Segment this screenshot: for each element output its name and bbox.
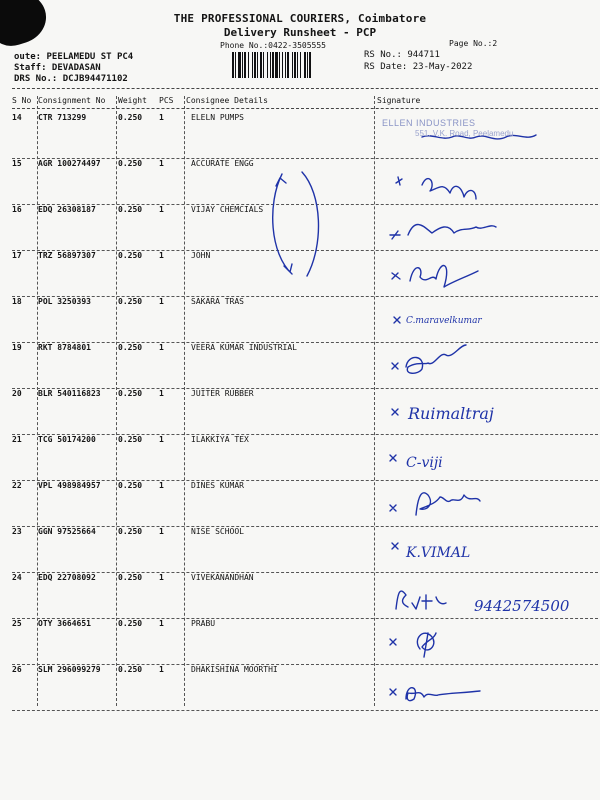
row-weight: 0.250 [118, 481, 143, 490]
barcode-bar [311, 52, 312, 78]
page-number: Page No.:2 [449, 39, 498, 48]
barcode [232, 52, 350, 78]
runsheet-subtitle: Delivery Runsheet - PCP [223, 26, 377, 39]
row-sno: 16 [12, 205, 22, 214]
row-pcs: 1 [159, 113, 164, 122]
handwritten-signature [382, 623, 596, 661]
row-sno: 20 [12, 389, 22, 398]
company-title: THE PROFESSIONAL COURIERS, Coimbatore [173, 12, 427, 25]
col-signature: Signature [377, 96, 421, 105]
row-pcs: 1 [159, 573, 164, 582]
row-weight: 0.250 [118, 435, 143, 444]
row-weight: 0.250 [118, 113, 143, 122]
row-pcs: 1 [159, 619, 164, 628]
table-row [12, 343, 598, 389]
row-sno: 18 [12, 297, 22, 306]
row-consignee: JUITER RUBBER [191, 389, 254, 398]
row-weight: 0.250 [118, 343, 143, 352]
handwritten-bracket [262, 164, 332, 284]
handwritten-signature [382, 439, 596, 477]
table-row [12, 527, 598, 573]
row-pcs: 1 [159, 251, 164, 260]
handwritten-signature [382, 393, 596, 431]
company-stamp-address: 551, V.K. Road, Peelamedu [415, 129, 514, 138]
row-consignee: DINES KUMAR [191, 481, 244, 490]
handwritten-signature [382, 301, 596, 339]
row-weight: 0.250 [118, 665, 143, 674]
table-row [12, 389, 598, 435]
row-consignment-no: AGR 100274497 [38, 159, 101, 168]
row-pcs: 1 [159, 205, 164, 214]
company-stamp: ELLEN INDUSTRIES [382, 118, 476, 128]
sig-18-text: C.maravelkumar [406, 316, 482, 326]
handwritten-signature [382, 485, 596, 523]
row-weight: 0.250 [118, 251, 143, 260]
row-consignment-no: BLR 540116823 [38, 389, 101, 398]
col-consignee: Consignee Details [186, 96, 268, 105]
row-pcs: 1 [159, 297, 164, 306]
row-sno: 15 [12, 159, 22, 168]
sig-23-text: K.VIMAL [406, 545, 471, 561]
row-weight: 0.250 [118, 527, 143, 536]
row-consignment-no: CTR 713299 [38, 113, 87, 122]
handwritten-signature [382, 163, 596, 201]
row-consignment-no: EDQ 22708092 [38, 573, 96, 582]
handwritten-signature [382, 577, 596, 615]
row-consignment-no: EDQ 26308187 [38, 205, 96, 214]
row-divider [12, 710, 598, 711]
sig-21-text: C-viji [406, 455, 443, 471]
row-pcs: 1 [159, 435, 164, 444]
header-divider [12, 88, 598, 89]
row-sno: 22 [12, 481, 22, 490]
table-row [12, 481, 598, 527]
row-consignment-no: VPL 498984957 [38, 481, 101, 490]
sig-20-text: Ruimaltraj [408, 404, 494, 423]
row-sno: 19 [12, 343, 22, 352]
staff-label: Staff: DEVADASAN [14, 63, 101, 73]
row-consignment-no: OTY 3664651 [38, 619, 91, 628]
row-weight: 0.250 [118, 205, 143, 214]
row-consignee: NISE SCHOOL [191, 527, 244, 536]
row-consignee: ELELN PUMPS [191, 113, 244, 122]
table-row [12, 573, 598, 619]
col-weight: Weight [118, 96, 147, 105]
route-label: oute: PEELAMEDU ST PC4 [14, 52, 134, 62]
table-row [12, 665, 598, 711]
row-pcs: 1 [159, 343, 164, 352]
row-pcs: 1 [159, 481, 164, 490]
row-weight: 0.250 [118, 619, 143, 628]
row-consignment-no: POL 3250393 [38, 297, 91, 306]
row-sno: 25 [12, 619, 22, 628]
column-header-divider [12, 108, 598, 109]
rs-number: RS No.: 944711 [364, 50, 440, 60]
row-consignee: SAKARA TRAS [191, 297, 244, 306]
col-sno: S No [12, 96, 32, 105]
handwritten-signature [382, 347, 596, 385]
row-sno: 23 [12, 527, 22, 536]
phone-number: Phone No.:0422-3505555 [220, 41, 326, 50]
row-sno: 14 [12, 113, 22, 122]
row-consignment-no: GGN 97525664 [38, 527, 96, 536]
table-row [12, 619, 598, 665]
row-sno: 21 [12, 435, 22, 444]
row-consignment-no: TCG 50174200 [38, 435, 96, 444]
row-weight: 0.250 [118, 389, 143, 398]
sig-24-phone: 9442574500 [474, 597, 570, 615]
row-sno: 17 [12, 251, 22, 260]
row-consignee: JOHN [191, 251, 211, 260]
table-row [12, 435, 598, 481]
row-sno: 26 [12, 665, 22, 674]
row-consignee: DHAKISHINA MOORTHI [191, 665, 278, 674]
row-consignee: ILAKKIYA TEX [191, 435, 249, 444]
row-consignee: VIVEKANANDHAN [191, 573, 254, 582]
row-weight: 0.250 [118, 573, 143, 582]
rs-date: RS Date: 23-May-2022 [364, 62, 473, 72]
row-pcs: 1 [159, 389, 164, 398]
row-weight: 0.250 [118, 297, 143, 306]
row-consignment-no: SLM 296099279 [38, 665, 101, 674]
row-consignee: ACCURATE ENGG [191, 159, 254, 168]
col-consignment: Consignment No [38, 96, 106, 105]
handwritten-signature [382, 209, 596, 247]
row-consignee: VEERA KUMAR INDUSTRIAL [191, 343, 297, 352]
row-consignee: PRABU [191, 619, 216, 628]
drs-number: DRS No.: DCJB94471102 [14, 74, 128, 84]
row-pcs: 1 [159, 665, 164, 674]
handwritten-signature [382, 669, 596, 707]
row-consignment-no: RKT 8784801 [38, 343, 91, 352]
row-consignment-no: TRZ 56897307 [38, 251, 96, 260]
handwritten-signature [382, 531, 596, 569]
table-row [12, 297, 598, 343]
col-pcs: PCS [159, 96, 174, 105]
row-weight: 0.250 [118, 159, 143, 168]
row-sno: 24 [12, 573, 22, 582]
row-consignee: VIJAY CHEMCIALS [191, 205, 264, 214]
row-pcs: 1 [159, 159, 164, 168]
handwritten-signature [382, 255, 596, 293]
row-pcs: 1 [159, 527, 164, 536]
